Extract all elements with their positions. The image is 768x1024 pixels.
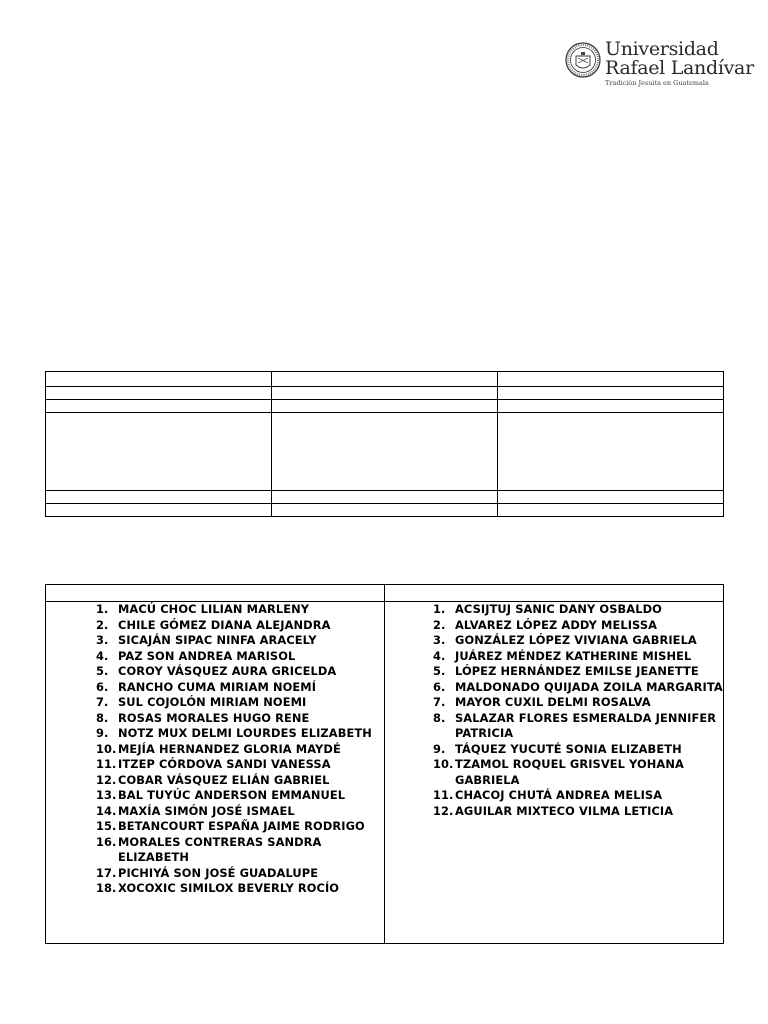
student-list-item	[433, 695, 723, 711]
student-list-item	[433, 804, 723, 820]
info-cell	[46, 372, 272, 387]
student-name: ACSIJTUJ SANIC DANY OSBALDO	[455, 602, 662, 616]
student-list-item	[96, 866, 381, 882]
info-table-row	[46, 372, 724, 387]
info-table-row	[46, 400, 724, 413]
student-number: 3.	[96, 633, 109, 647]
student-list-item	[433, 788, 723, 804]
info-cell	[46, 387, 272, 400]
student-number: 10.	[96, 741, 117, 756]
student-number: 9.	[433, 741, 446, 756]
student-number: 2.	[433, 617, 446, 632]
group-1-cell	[46, 602, 385, 944]
info-cell	[272, 387, 498, 400]
student-list-item	[433, 742, 723, 758]
student-name: ROSAS MORALES HUGO RENE	[118, 710, 310, 725]
student-name: PAZ SON ANDREA MARISOL	[118, 648, 296, 663]
student-name: MALDONADO QUIJADA ZOILA MARGARITA	[455, 679, 723, 694]
student-name: RANCHO CUMA MIRIAM NOEMÍ	[118, 679, 317, 694]
group-2-list	[433, 602, 723, 819]
student-number: 5.	[433, 664, 446, 678]
info-table-row	[46, 387, 724, 400]
group-2-cell	[385, 602, 724, 944]
info-cell	[46, 400, 272, 413]
student-number: 15.	[96, 819, 117, 833]
student-number: 12.	[433, 803, 454, 818]
student-name: PICHIYÁ SON JOSÉ GUADALUPE	[118, 865, 319, 880]
student-name: MAXÍA SIMÓN JOSÉ ISMAEL	[118, 803, 295, 818]
student-name: MEJÍA HERNANDEZ GLORIA MAYDÉ	[118, 741, 341, 756]
student-list-item	[433, 602, 723, 618]
student-name: CHILE GÓMEZ DIANA ALEJANDRA	[118, 617, 331, 632]
student-number: 4.	[433, 648, 446, 663]
student-number: 12.	[96, 772, 117, 787]
student-number: 13.	[96, 788, 117, 802]
student-name: MACÚ CHOC LILIAN MARLENY	[118, 602, 310, 616]
logo-tagline: Tradición Jesuita en Guatemala	[605, 79, 709, 87]
info-table-row	[46, 491, 724, 504]
student-list-item	[433, 633, 723, 649]
student-list-item	[96, 726, 381, 742]
student-number: 7.	[96, 695, 109, 709]
student-name: ALVAREZ LÓPEZ ADDY MELISSA	[455, 617, 658, 632]
student-list-item	[96, 695, 381, 711]
info-cell	[272, 504, 498, 517]
student-list-item	[96, 773, 381, 789]
info-cell	[272, 372, 498, 387]
info-cell	[46, 491, 272, 504]
student-list-item	[96, 633, 381, 649]
student-list-item	[433, 680, 723, 696]
student-number: 11.	[96, 757, 117, 771]
info-cell	[498, 387, 724, 400]
student-number: 11.	[433, 788, 454, 802]
student-list-item	[433, 618, 723, 634]
student-number: 14.	[96, 803, 117, 818]
student-number: 4.	[96, 648, 109, 663]
student-list-item	[433, 711, 723, 742]
student-list-item	[96, 835, 381, 866]
student-list-item	[96, 819, 381, 835]
student-number: 1.	[96, 602, 109, 616]
student-name: ITZEP CÓRDOVA SANDI VANESSA	[118, 757, 331, 771]
student-name: COROY VÁSQUEZ AURA GRICELDA	[118, 664, 337, 678]
info-cell	[272, 413, 498, 491]
student-list-item	[96, 881, 381, 897]
student-list-item	[433, 649, 723, 665]
student-name: MAYOR CUXIL DELMI ROSALVA	[455, 695, 651, 709]
student-list-item	[96, 649, 381, 665]
student-number: 7.	[433, 695, 446, 709]
info-cell	[498, 413, 724, 491]
student-list-item	[96, 618, 381, 634]
student-number: 1.	[433, 602, 446, 616]
student-name: AGUILAR MIXTECO VILMA LETICIA	[455, 803, 674, 818]
student-name: BETANCOURT ESPAÑA JAIME RODRIGO	[118, 819, 365, 833]
student-name: COBAR VÁSQUEZ ELIÁN GABRIEL	[118, 772, 330, 787]
student-number: 17.	[96, 865, 117, 880]
info-table-row	[46, 413, 724, 491]
info-cell	[498, 504, 724, 517]
student-list-item	[96, 788, 381, 804]
student-name: XOCOXIC SIMILOX BEVERLY ROCÍO	[118, 881, 340, 895]
student-name: SUL COJOLÓN MIRIAM NOEMI	[118, 695, 307, 709]
student-name: NOTZ MUX DELMI LOURDES ELIZABETH	[118, 726, 372, 740]
student-number: 9.	[96, 726, 109, 740]
student-list-item	[433, 757, 723, 788]
student-number: 3.	[433, 633, 446, 647]
logo-line-rafael-landivar: Rafael Landívar	[605, 57, 754, 79]
student-list-item	[96, 804, 381, 820]
info-cell	[272, 491, 498, 504]
student-number: 18.	[96, 881, 117, 895]
info-cell	[498, 400, 724, 413]
info-table	[45, 371, 724, 517]
group-2-header	[385, 585, 724, 602]
info-cell	[498, 491, 724, 504]
logo-wordmark	[605, 40, 754, 88]
info-cell	[46, 504, 272, 517]
group-1-header	[46, 585, 385, 602]
student-list-item	[96, 602, 381, 618]
student-name: GONZÁLEZ LÓPEZ VIVIANA GABRIELA	[455, 633, 697, 647]
group-1-list	[96, 602, 381, 897]
university-seal-icon	[565, 42, 601, 78]
student-list-item	[96, 757, 381, 773]
student-groups-table	[45, 584, 724, 944]
info-table-row	[46, 504, 724, 517]
university-logo	[565, 38, 754, 92]
student-list-item	[433, 664, 723, 680]
student-name: SALAZAR FLORES ESMERALDA JENNIFER PATRICIA	[455, 710, 717, 740]
student-name: BAL TUYÚC ANDERSON EMMANUEL	[118, 788, 346, 802]
student-number: 6.	[96, 679, 109, 694]
student-name: MORALES CONTRERAS SANDRA ELIZABETH	[118, 834, 322, 864]
student-number: 16.	[96, 834, 117, 849]
student-name: SICAJÁN SIPAC NINFA ARACELY	[118, 633, 317, 647]
student-list-item	[96, 742, 381, 758]
info-cell	[46, 413, 272, 491]
logo-line-universidad: Universidad	[605, 38, 719, 60]
student-number: 10.	[433, 757, 454, 771]
student-number: 2.	[96, 617, 109, 632]
student-name: CHACOJ CHUTÁ ANDREA MELISA	[455, 788, 663, 802]
student-number: 8.	[96, 710, 109, 725]
student-name: LÓPEZ HERNÁNDEZ EMILSE JEANETTE	[455, 664, 699, 678]
groups-body-row	[46, 602, 724, 944]
student-list-item	[96, 711, 381, 727]
student-number: 8.	[433, 710, 446, 725]
student-list-item	[96, 680, 381, 696]
groups-header-row	[46, 585, 724, 602]
info-cell	[272, 400, 498, 413]
student-name: TÁQUEZ YUCUTÉ SONIA ELIZABETH	[455, 741, 682, 756]
student-number: 5.	[96, 664, 109, 678]
student-number: 6.	[433, 679, 446, 694]
student-list-item	[96, 664, 381, 680]
info-cell	[498, 372, 724, 387]
student-name: TZAMOL ROQUEL GRISVEL YOHANA GABRIELA	[455, 757, 684, 787]
student-name: JUÁREZ MÉNDEZ KATHERINE MISHEL	[455, 648, 692, 663]
